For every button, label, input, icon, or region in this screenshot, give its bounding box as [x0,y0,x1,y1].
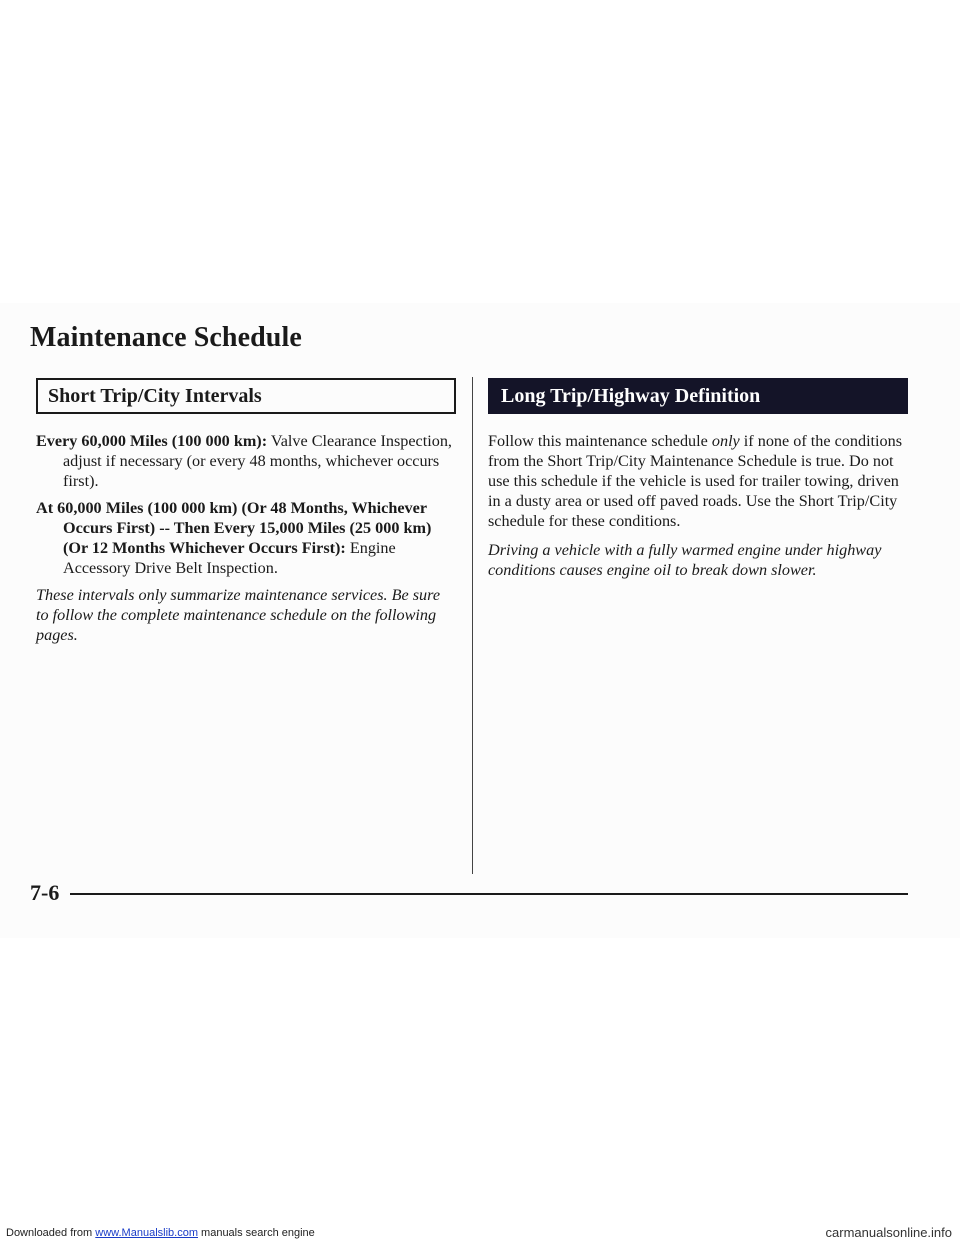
page-title: Maintenance Schedule [30,322,302,353]
interval-lead: Every 60,000 Miles (100 000 km): [36,432,268,450]
long-trip-heading: Long Trip/Highway Definition [488,378,908,414]
definition-emphasis: only [711,432,740,450]
interval-lead: At 60,000 Miles (100 000 km) (Or 48 Months, Whichever Occurs First) -- Then Every 15,000 Miles (25 000 km) (Or 12 Months Whichever Occurs First): [36,499,432,557]
summary-note: These intervals only summarize maintenance services. Be sure to follow the complete maintenance schedule on the following pages. [36,586,440,644]
interval-text: Engine Accessory Drive Belt Inspection. [63,539,396,577]
manualslib-link[interactable]: www.Manualslib.com [95,1227,198,1239]
interval-entry-valve [36,431,456,491]
left-column [36,378,456,645]
short-trip-heading: Short Trip/City Intervals [36,378,456,414]
footer-suffix: manuals search engine [197,1227,315,1239]
definition-paragraph [488,431,908,531]
highway-note: Driving a vehicle with a fully warmed engine under highway conditions causes engine oil to break down slower. [488,541,882,579]
download-footer [6,1227,315,1239]
footer-prefix: Downloaded from [6,1227,96,1239]
definition-text-end: if none of the conditions from the Short Trip/City Maintenance Schedule is true. Do not use this schedule if the vehicle is used for trailer towing, driven in a dusty area or used off paved roads. Use the Short Trip/City schedule for these conditions. [488,432,903,530]
footer-rule [70,893,908,895]
definition-text-start: Follow this maintenance schedule [488,432,712,450]
interval-text: Valve Clearance Inspection, adjust if necessary (or every 48 months, whichever occurs first). [63,432,452,490]
interval-entry-belt [36,498,456,578]
right-column [488,378,908,580]
watermark: carmanualsonline.info [825,1225,952,1240]
column-divider [472,377,473,874]
page-number: 7-6 [30,880,60,905]
